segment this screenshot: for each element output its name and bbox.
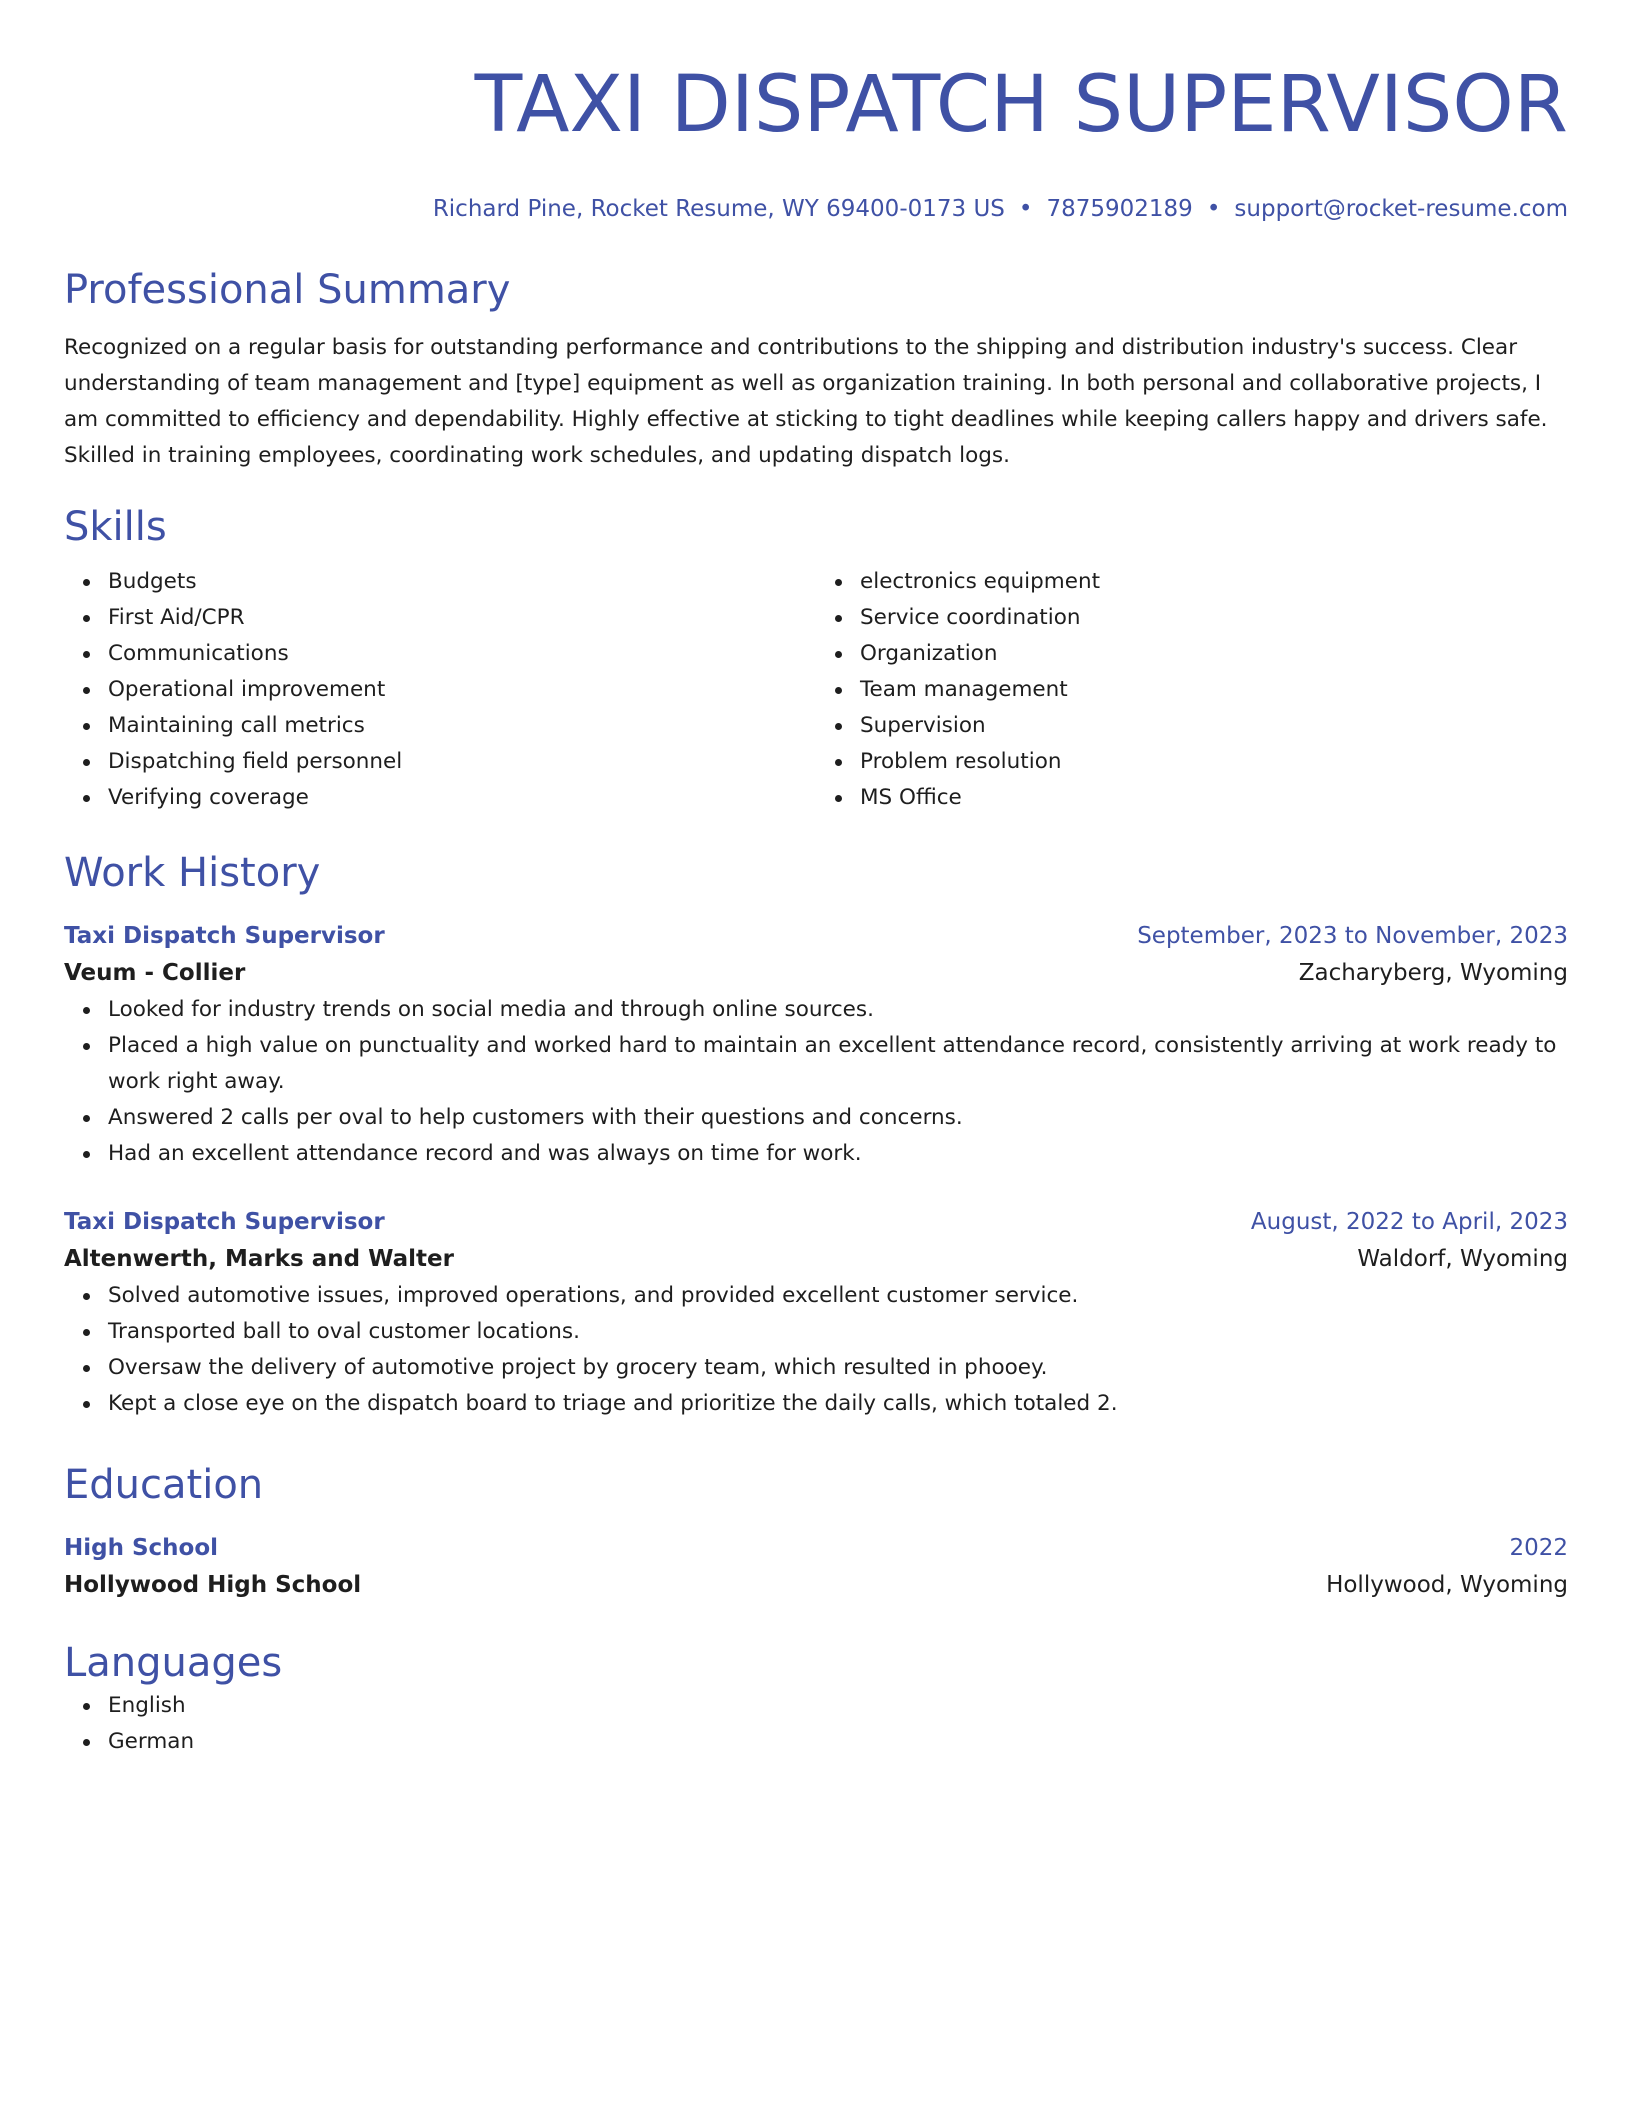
education-school: Hollywood High School [64, 1572, 362, 1598]
job-bullet: Answered 2 calls per oval to help customers with their questions and concerns. [108, 1100, 1568, 1136]
job-bullet: Oversaw the delivery of automotive project by grocery team, which resulted in phooey. [108, 1350, 1568, 1386]
job-role: Taxi Dispatch Supervisor [64, 1209, 385, 1235]
skill-item: Dispatching field personnel [108, 744, 816, 780]
skills-list-right [816, 564, 1568, 816]
contact-separator: • [1206, 196, 1221, 222]
skill-item: Problem resolution [860, 744, 1568, 780]
job-company-row [64, 954, 1568, 992]
contact-email: support@rocket-resume.com [1234, 196, 1568, 222]
job-entry [64, 918, 1568, 1172]
job-bullet: Solved automotive issues, improved operations, and provided excellent customer service. [108, 1278, 1568, 1314]
job-bullet-list [64, 1278, 1568, 1422]
education-heading: Education [64, 1462, 264, 1508]
job-bullet: Looked for industry trends on social media and through online sources. [108, 992, 1568, 1028]
skill-item: First Aid/CPR [108, 600, 816, 636]
skill-item: Budgets [108, 564, 816, 600]
contact-phone: 7875902189 [1046, 196, 1193, 222]
job-header-row [64, 1204, 1568, 1240]
language-item: German [108, 1724, 1568, 1760]
job-location: Waldorf, Wyoming [1357, 1246, 1568, 1272]
languages-heading: Languages [64, 1640, 283, 1686]
job-company: Altenwerth, Marks and Walter [64, 1246, 454, 1272]
job-bullet-list [64, 992, 1568, 1172]
job-dates: August, 2022 to April, 2023 [1250, 1209, 1568, 1235]
skills-list-left [64, 564, 816, 816]
education-school-row [64, 1566, 1568, 1604]
education-year: 2022 [1509, 1535, 1568, 1561]
skill-item: Supervision [860, 708, 1568, 744]
job-bullet: Transported ball to oval customer locations. [108, 1314, 1568, 1350]
skill-item: Service coordination [860, 600, 1568, 636]
education-entry [64, 1530, 1568, 1604]
resume-header [64, 0, 1568, 223]
skill-item: Operational improvement [108, 672, 816, 708]
language-item: English [108, 1688, 1568, 1724]
skills-grid [64, 564, 1568, 816]
job-company: Veum - Collier [64, 960, 246, 986]
job-entry [64, 1204, 1568, 1422]
education-location: Hollywood, Wyoming [1326, 1572, 1568, 1598]
job-company-row [64, 1240, 1568, 1278]
skill-item: Organization [860, 636, 1568, 672]
job-bullet: Kept a close eye on the dispatch board to triage and prioritize the daily calls, which totaled 2. [108, 1386, 1568, 1422]
skill-item: Verifying coverage [108, 780, 816, 816]
education-header-row [64, 1530, 1568, 1566]
job-header-row [64, 918, 1568, 954]
job-bullet: Had an excellent attendance record and was always on time for work. [108, 1136, 1568, 1172]
job-role: Taxi Dispatch Supervisor [64, 923, 385, 949]
resume-name: TAXI DISPATCH SUPERVISOR [474, 60, 1568, 150]
job-location: Zacharyberg, Wyoming [1298, 960, 1568, 986]
skills-heading: Skills [64, 504, 167, 550]
contact-line [64, 195, 1568, 223]
skill-item: Communications [108, 636, 816, 672]
summary-heading: Professional Summary [64, 267, 511, 313]
work-history-heading: Work History [64, 850, 321, 896]
contact-address: Richard Pine, Rocket Resume, WY 69400-0173 US [432, 196, 1005, 222]
education-degree: High School [64, 1535, 219, 1561]
languages-list [64, 1688, 1568, 1760]
contact-separator: • [1018, 196, 1033, 222]
job-bullet: Placed a high value on punctuality and worked hard to maintain an excellent attendance record, consistently arriving at work ready to work right away. [108, 1028, 1568, 1100]
summary-text: Recognized on a regular basis for outstanding performance and contributions to the shipping and distribution industry's success. Clear understanding of team management and [type] equipment as well as organization training. In both personal and collaborative projects, I am committed to efficiency and dependability. Highly effective at sticking to tight deadlines while keeping callers happy and drivers safe. Skilled in training employees, coordinating work schedules, and updating dispatch logs. [64, 335, 1548, 468]
skill-item: Maintaining call metrics [108, 708, 816, 744]
job-dates: September, 2023 to November, 2023 [1137, 923, 1568, 949]
skill-item: MS Office [860, 780, 1568, 816]
skill-item: electronics equipment [860, 564, 1568, 600]
skill-item: Team management [860, 672, 1568, 708]
